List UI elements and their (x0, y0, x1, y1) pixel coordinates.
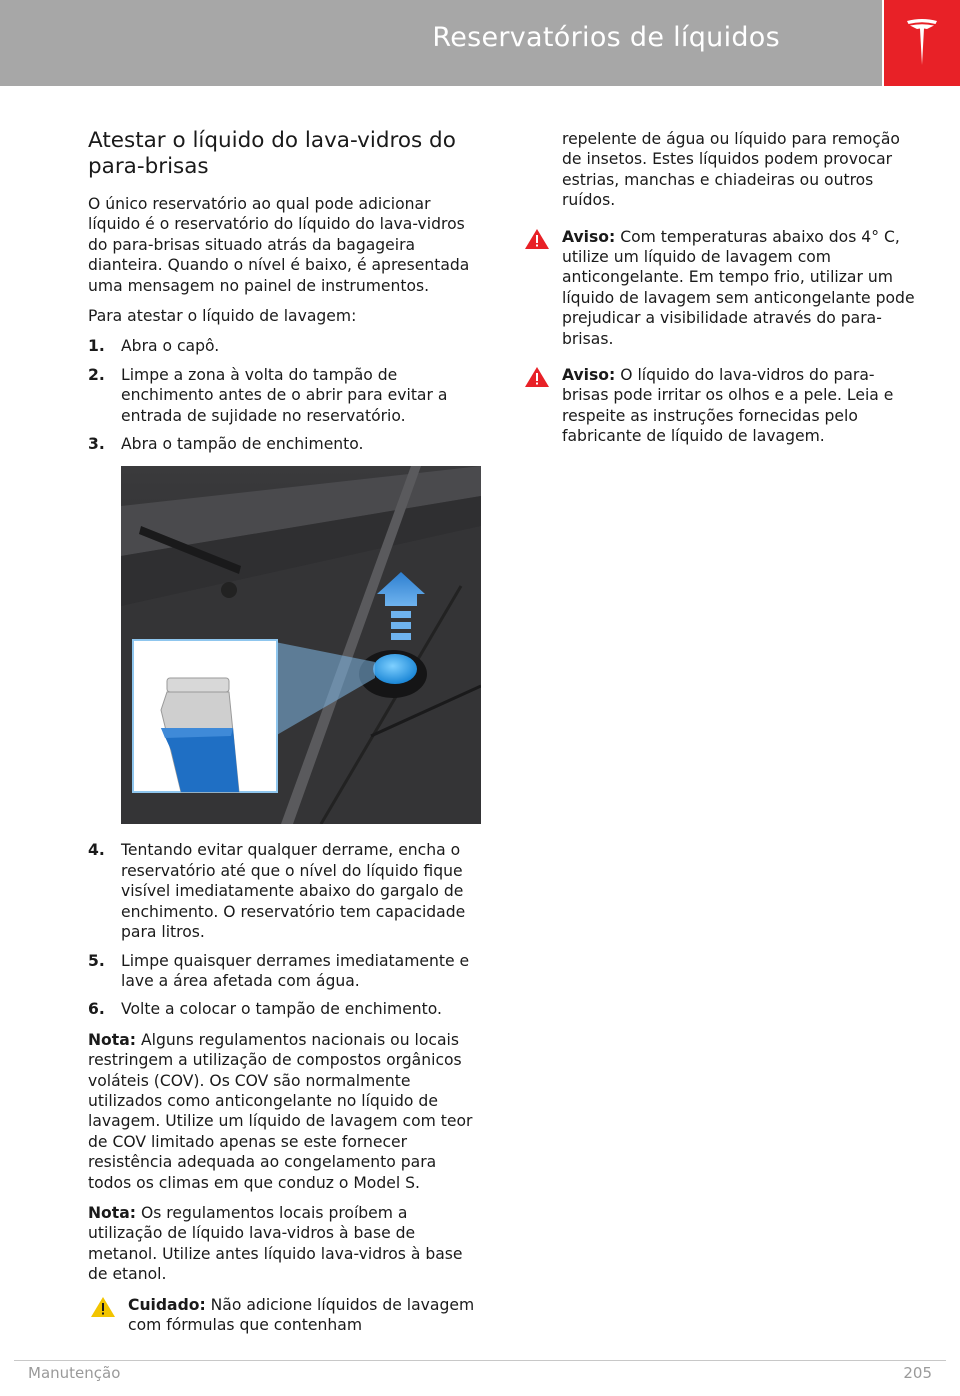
caution-label: Cuidado: (128, 1295, 206, 1314)
warning-text: O líquido do lava-vidros do para-brisas pode irritar os olhos e a pele. Leia e respeite as instruções fornecidas pelo fabricante de líquido de lavagem. (562, 366, 894, 446)
header-bar (0, 0, 882, 86)
note-paragraph (88, 1030, 482, 1193)
warning-text: Com temperaturas abaixo dos 4° C, utilize um líquido de lavagem com anticongelante. Em tempo frio, utilizar um líquido de lavagem sem anticongelante pode prejudicar a visibilidade através do para-brisas. (562, 227, 915, 348)
footer-section: Manutenção (28, 1364, 121, 1382)
step-number: 1. (88, 337, 105, 356)
steps-list-b (88, 840, 482, 1019)
warning-label: Aviso: (562, 227, 616, 246)
intro-paragraph: O único reservatório ao qual pode adicionar líquido é o reservatório do líquido do lava-vidros do para-brisas situado atrás da bagageira dianteira. Quando o nível é baixo, é apresentada uma mensagem no painel de instrumentos. (88, 195, 470, 295)
left-column (88, 128, 482, 1345)
step-item (88, 999, 482, 1019)
step-number: 2. (88, 365, 105, 384)
step-text: Tentando evitar qualquer derrame, encha o reservatório até que o nível do líquido fique visível imediatamente abaixo do gargalo de enchimento. O reservatório tem capacidade para litros. (121, 841, 466, 942)
step-text: Limpe a zona à volta do tampão de enchimento antes de o abrir para evitar a entrada de sujidade no reservatório. (121, 365, 448, 425)
page-title: Reservatórios de líquidos (432, 22, 780, 53)
footer-divider (14, 1360, 946, 1361)
caution-text: Não adicione líquidos de lavagem com fórmulas que contenham (128, 1295, 475, 1334)
note-text: Alguns regulamentos nacionais ou locais restringem a utilização de compostos orgânicos voláteis (COV). Os COV são normalmente utilizados como anticongelante no líquido de lavagem. Utilize um líquido de lavagem com teor de COV limitado apenas se este fornecer resistência adequada ao congelamento para todos os climas em que conduz o Model S. (88, 1030, 473, 1192)
step-item (88, 951, 482, 992)
caution-block (88, 1295, 482, 1336)
note-paragraph (88, 1203, 482, 1285)
step-text: Limpe quaisquer derrames imediatamente e lave a área afetada com água. (121, 951, 470, 990)
brand-logo (884, 0, 960, 86)
warning-label: Aviso: (562, 366, 616, 385)
step-text: Abra o tampão de enchimento. (121, 435, 364, 454)
steps-list-a (88, 336, 482, 454)
step-text: Abra o capô. (121, 337, 220, 356)
step-item (88, 336, 482, 356)
warning-block (522, 227, 920, 349)
warning-triangle-icon (524, 228, 550, 250)
tesla-logo-icon (906, 18, 938, 66)
washer-filler-illustration (121, 466, 481, 824)
step-number: 3. (88, 435, 105, 454)
caution-triangle-icon (90, 1296, 116, 1318)
section-heading: Atestar o líquido do lava-vidros do para-brisas (88, 128, 456, 179)
step-number: 5. (88, 951, 105, 970)
step-item (88, 434, 482, 454)
step-number: 4. (88, 841, 105, 860)
caution-continuation: repelente de água ou líquido para remoção de insetos. Estes líquidos podem provocar estrias, manchas e chiadeiras ou outros ruídos. (562, 130, 900, 210)
step-item (88, 840, 482, 942)
step-number: 6. (88, 1000, 105, 1019)
step-text: Volte a colocar o tampão de enchimento. (121, 1000, 443, 1019)
steps-lead: Para atestar o líquido de lavagem: (88, 307, 357, 326)
note-label: Nota: (88, 1203, 136, 1222)
page-number: 205 (903, 1364, 932, 1382)
note-text: Os regulamentos locais proíbem a utilização de líquido lava-vidros à base de metanol. Utilize antes líquido lava-vidros à base de etanol. (88, 1203, 463, 1284)
step-item (88, 365, 482, 426)
warning-block (522, 365, 920, 447)
note-label: Nota: (88, 1030, 136, 1049)
right-column (522, 129, 920, 457)
warning-triangle-icon (524, 366, 550, 388)
